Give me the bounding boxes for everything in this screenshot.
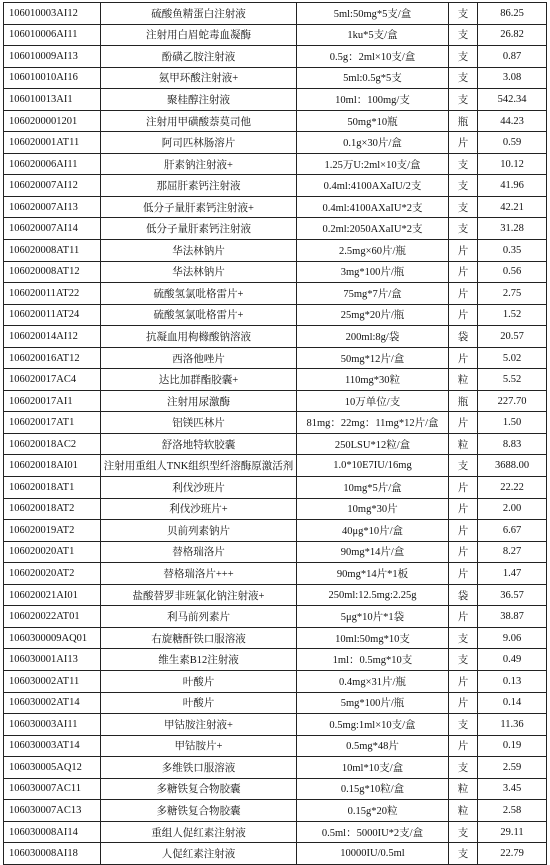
table-row: [4, 89, 547, 111]
drug-name-cell: 抗凝血用枸橼酸钠溶液: [101, 326, 297, 348]
table-row: [4, 304, 547, 326]
price-cell: 11.36: [478, 714, 547, 736]
table-row: [4, 196, 547, 218]
table-row: [4, 218, 547, 240]
drug-code-cell: 106020006AI11: [4, 153, 101, 175]
price-cell: 9.06: [478, 627, 547, 649]
table-row: [4, 692, 547, 714]
drug-code-cell: 106020014AI12: [4, 326, 101, 348]
price-cell: 10.12: [478, 153, 547, 175]
table-row: [4, 326, 547, 348]
price-cell: 0.49: [478, 649, 547, 671]
specification-cell: 40μg*10片/盒: [297, 520, 449, 542]
drug-code-cell: 106010006AI11: [4, 24, 101, 46]
drug-code-cell: 106030005AQ12: [4, 757, 101, 779]
table-row: [4, 24, 547, 46]
drug-name-cell: 那屈肝素钙注射液: [101, 175, 297, 197]
specification-cell: 0.5ml：5000IU*2支/盒: [297, 821, 449, 843]
drug-name-cell: 酚磺乙胺注射液: [101, 46, 297, 68]
unit-cell: 片: [449, 670, 478, 692]
price-cell: 41.96: [478, 175, 547, 197]
specification-cell: 10ml：100mg/支: [297, 89, 449, 111]
drug-name-cell: 人促红素注射液: [101, 843, 297, 865]
price-cell: 0.14: [478, 692, 547, 714]
unit-cell: 片: [449, 477, 478, 499]
unit-cell: 片: [449, 606, 478, 628]
drug-name-cell: 铝镁匹林片: [101, 412, 297, 434]
table-row: [4, 843, 547, 865]
specification-cell: 0.5mg:1ml×10支/盒: [297, 714, 449, 736]
price-cell: 0.35: [478, 240, 547, 262]
price-cell: 3.45: [478, 778, 547, 800]
unit-cell: 片: [449, 412, 478, 434]
drug-name-cell: 华法林钠片: [101, 240, 297, 262]
price-cell: 0.59: [478, 132, 547, 154]
drug-name-cell: 阿司匹林肠溶片: [101, 132, 297, 154]
specification-cell: 3mg*100片/瓶: [297, 261, 449, 283]
drug-code-cell: 106030008AI14: [4, 821, 101, 843]
price-cell: 3688.00: [478, 455, 547, 477]
price-cell: 8.27: [478, 541, 547, 563]
drug-code-cell: 106020007AI13: [4, 196, 101, 218]
drug-code-cell: 106020020AT1: [4, 541, 101, 563]
specification-cell: 2.5mg×60片/瓶: [297, 240, 449, 262]
unit-cell: 片: [449, 283, 478, 305]
unit-cell: 支: [449, 153, 478, 175]
specification-cell: 5μg*10片*1袋: [297, 606, 449, 628]
table-row: [4, 153, 547, 175]
unit-cell: 支: [449, 218, 478, 240]
drug-code-cell: 106020019AT2: [4, 520, 101, 542]
unit-cell: 片: [449, 347, 478, 369]
drug-code-cell: 106030008AI18: [4, 843, 101, 865]
drug-name-cell: 重组人促红素注射液: [101, 821, 297, 843]
unit-cell: 片: [449, 520, 478, 542]
table-row: [4, 757, 547, 779]
drug-code-cell: 106020017AC4: [4, 369, 101, 391]
drug-name-cell: 右旋糖酐铁口服溶液: [101, 627, 297, 649]
price-cell: 5.02: [478, 347, 547, 369]
table-row: [4, 520, 547, 542]
table-row: [4, 283, 547, 305]
drug-name-cell: 替格瑞洛片+++: [101, 563, 297, 585]
drug-name-cell: 西洛他唑片: [101, 347, 297, 369]
drug-name-cell: 利马前列素片: [101, 606, 297, 628]
price-cell: 20.57: [478, 326, 547, 348]
specification-cell: 110mg*30粒: [297, 369, 449, 391]
table-row: [4, 541, 547, 563]
drug-code-cell: 106020018AI01: [4, 455, 101, 477]
drug-code-cell: 1060200001201: [4, 110, 101, 132]
specification-cell: 10万单位/支: [297, 390, 449, 412]
drug-name-cell: 甲钴胺片+: [101, 735, 297, 757]
unit-cell: 片: [449, 692, 478, 714]
drug-code-cell: 106020011AT24: [4, 304, 101, 326]
specification-cell: 5ml:50mg*5支/盒: [297, 3, 449, 25]
unit-cell: 粒: [449, 369, 478, 391]
drug-code-cell: 106010003AI12: [4, 3, 101, 25]
drug-code-cell: 106020016AT12: [4, 347, 101, 369]
price-cell: 42.21: [478, 196, 547, 218]
drug-code-cell: 106020017AT1: [4, 412, 101, 434]
price-cell: 1.47: [478, 563, 547, 585]
table-row: [4, 175, 547, 197]
drug-name-cell: 硫酸氢氯吡格雷片+: [101, 283, 297, 305]
price-cell: 1.52: [478, 304, 547, 326]
drug-name-cell: 甲钴胺注射液+: [101, 714, 297, 736]
drug-code-cell: 106020018AT2: [4, 498, 101, 520]
drug-code-cell: 106030001AI13: [4, 649, 101, 671]
specification-cell: 0.5g：2ml×10支/盒: [297, 46, 449, 68]
specification-cell: 250LSU*12粒/盒: [297, 433, 449, 455]
drug-name-cell: 叶酸片: [101, 692, 297, 714]
drug-name-cell: 利伐沙班片+: [101, 498, 297, 520]
drug-name-cell: 多糖铁复合物胶囊: [101, 800, 297, 822]
table-row: [4, 714, 547, 736]
price-cell: 5.52: [478, 369, 547, 391]
table-row: [4, 735, 547, 757]
table-row: [4, 498, 547, 520]
table-row: [4, 649, 547, 671]
specification-cell: 10mg*30片: [297, 498, 449, 520]
drug-name-cell: 利伐沙班片: [101, 477, 297, 499]
unit-cell: 片: [449, 261, 478, 283]
drug-name-cell: 注射用尿激酶: [101, 390, 297, 412]
specification-cell: 0.5mg*48片: [297, 735, 449, 757]
price-cell: 2.00: [478, 498, 547, 520]
unit-cell: 袋: [449, 584, 478, 606]
drug-code-cell: 106020008AT12: [4, 261, 101, 283]
specification-cell: 1.25万U:2ml×10支/盒: [297, 153, 449, 175]
unit-cell: 片: [449, 735, 478, 757]
unit-cell: 瓶: [449, 390, 478, 412]
drug-name-cell: 叶酸片: [101, 670, 297, 692]
drug-name-cell: 注射用甲磺酸萘莫司他: [101, 110, 297, 132]
drug-price-table: [3, 2, 547, 865]
specification-cell: 0.4ml:4100AXaIU*2支: [297, 196, 449, 218]
price-cell: 31.28: [478, 218, 547, 240]
unit-cell: 片: [449, 304, 478, 326]
table-row: [4, 584, 547, 606]
drug-name-cell: 硫酸鱼精蛋白注射液: [101, 3, 297, 25]
price-cell: 36.57: [478, 584, 547, 606]
table-row: [4, 800, 547, 822]
price-cell: 1.50: [478, 412, 547, 434]
price-cell: 86.25: [478, 3, 547, 25]
price-cell: 0.13: [478, 670, 547, 692]
specification-cell: 25mg*20片/瓶: [297, 304, 449, 326]
unit-cell: 粒: [449, 778, 478, 800]
price-cell: 2.75: [478, 283, 547, 305]
table-row: [4, 369, 547, 391]
drug-code-cell: 106020007AI12: [4, 175, 101, 197]
price-cell: 0.19: [478, 735, 547, 757]
drug-code-cell: 106020022AT01: [4, 606, 101, 628]
table-body: [4, 3, 547, 865]
unit-cell: 袋: [449, 326, 478, 348]
price-cell: 2.59: [478, 757, 547, 779]
unit-cell: 片: [449, 240, 478, 262]
drug-code-cell: 106020007AI14: [4, 218, 101, 240]
unit-cell: 瓶: [449, 110, 478, 132]
specification-cell: 90mg*14片/盒: [297, 541, 449, 563]
drug-code-cell: 106020008AT11: [4, 240, 101, 262]
unit-cell: 支: [449, 714, 478, 736]
table-row: [4, 563, 547, 585]
unit-cell: 粒: [449, 433, 478, 455]
price-cell: 0.87: [478, 46, 547, 68]
price-cell: 8.83: [478, 433, 547, 455]
table-row: [4, 46, 547, 68]
unit-cell: 粒: [449, 800, 478, 822]
drug-name-cell: 维生素B12注射液: [101, 649, 297, 671]
drug-code-cell: 1060300009AQ01: [4, 627, 101, 649]
drug-code-cell: 106030002AT11: [4, 670, 101, 692]
specification-cell: 0.2ml:2050AXaIU*2支: [297, 218, 449, 240]
unit-cell: 片: [449, 541, 478, 563]
drug-code-cell: 106030002AT14: [4, 692, 101, 714]
unit-cell: 支: [449, 649, 478, 671]
unit-cell: 支: [449, 24, 478, 46]
price-cell: 227.70: [478, 390, 547, 412]
table-row: [4, 3, 547, 25]
drug-name-cell: 注射用白眉蛇毒血凝酶: [101, 24, 297, 46]
drug-name-cell: 低分子量肝素钙注射液+: [101, 196, 297, 218]
table-row: [4, 412, 547, 434]
specification-cell: 1.0*10E7IU/16mg: [297, 455, 449, 477]
drug-code-cell: 106020021AI01: [4, 584, 101, 606]
drug-code-cell: 106030007AC11: [4, 778, 101, 800]
specification-cell: 50mg*12片/盒: [297, 347, 449, 369]
unit-cell: 支: [449, 455, 478, 477]
specification-cell: 10mg*5片/盒: [297, 477, 449, 499]
specification-cell: 50mg*10瓶: [297, 110, 449, 132]
table-row: [4, 670, 547, 692]
drug-code-cell: 106020001AT11: [4, 132, 101, 154]
table-row: [4, 347, 547, 369]
specification-cell: 10ml*10支/盒: [297, 757, 449, 779]
table-row: [4, 67, 547, 89]
specification-cell: 5mg*100片/瓶: [297, 692, 449, 714]
specification-cell: 0.1g×30片/盒: [297, 132, 449, 154]
price-cell: 22.22: [478, 477, 547, 499]
drug-name-cell: 肝素钠注射液+: [101, 153, 297, 175]
specification-cell: 81mg：22mg：11mg*12片/盒: [297, 412, 449, 434]
table-row: [4, 390, 547, 412]
specification-cell: 1ku*5支/盒: [297, 24, 449, 46]
unit-cell: 支: [449, 627, 478, 649]
unit-cell: 片: [449, 132, 478, 154]
table-row: [4, 606, 547, 628]
drug-code-cell: 106020011AT22: [4, 283, 101, 305]
table-row: [4, 455, 547, 477]
table-row: [4, 132, 547, 154]
table-row: [4, 433, 547, 455]
unit-cell: 片: [449, 498, 478, 520]
unit-cell: 支: [449, 196, 478, 218]
drug-code-cell: 106020018AT1: [4, 477, 101, 499]
drug-name-cell: 硫酸氢氯吡格雷片+: [101, 304, 297, 326]
price-cell: 2.58: [478, 800, 547, 822]
table-row: [4, 477, 547, 499]
specification-cell: 0.15g*20粒: [297, 800, 449, 822]
table-row: [4, 261, 547, 283]
price-cell: 542.34: [478, 89, 547, 111]
drug-name-cell: 舒洛地特软胶囊: [101, 433, 297, 455]
specification-cell: 90mg*14片*1板: [297, 563, 449, 585]
drug-code-cell: 106010010AI16: [4, 67, 101, 89]
drug-code-cell: 106020020AT2: [4, 563, 101, 585]
price-cell: 3.08: [478, 67, 547, 89]
price-cell: 44.23: [478, 110, 547, 132]
drug-name-cell: 注射用重组人TNK组织型纤溶酶原激活剂: [101, 455, 297, 477]
drug-code-cell: 106020017AI1: [4, 390, 101, 412]
unit-cell: 支: [449, 175, 478, 197]
drug-name-cell: 聚桂醇注射液: [101, 89, 297, 111]
drug-name-cell: 达比加群酯胶囊+: [101, 369, 297, 391]
specification-cell: 250ml:12.5mg:2.25g: [297, 584, 449, 606]
drug-code-cell: 106020018AC2: [4, 433, 101, 455]
drug-code-cell: 106030003AT14: [4, 735, 101, 757]
drug-name-cell: 氨甲环酸注射液+: [101, 67, 297, 89]
drug-name-cell: 盐酸替罗非班氯化钠注射液+: [101, 584, 297, 606]
table-row: [4, 240, 547, 262]
specification-cell: 1ml：0.5mg*10支: [297, 649, 449, 671]
unit-cell: 支: [449, 843, 478, 865]
drug-name-cell: 多维铁口服溶液: [101, 757, 297, 779]
drug-code-cell: 106030007AC13: [4, 800, 101, 822]
drug-name-cell: 多糖铁复合物胶囊: [101, 778, 297, 800]
unit-cell: 支: [449, 757, 478, 779]
price-cell: 38.87: [478, 606, 547, 628]
price-cell: 22.79: [478, 843, 547, 865]
price-cell: 0.56: [478, 261, 547, 283]
price-cell: 26.82: [478, 24, 547, 46]
specification-cell: 200ml:8g/袋: [297, 326, 449, 348]
table-row: [4, 821, 547, 843]
drug-name-cell: 贝前列素钠片: [101, 520, 297, 542]
unit-cell: 支: [449, 821, 478, 843]
specification-cell: 0.4mg×31片/瓶: [297, 670, 449, 692]
drug-name-cell: 替格瑞洛片: [101, 541, 297, 563]
table-row: [4, 778, 547, 800]
unit-cell: 支: [449, 89, 478, 111]
drug-name-cell: 低分子量肝素钙注射液: [101, 218, 297, 240]
drug-code-cell: 106030003AI11: [4, 714, 101, 736]
drug-code-cell: 106010013AI1: [4, 89, 101, 111]
table-row: [4, 627, 547, 649]
unit-cell: 片: [449, 563, 478, 585]
price-cell: 29.11: [478, 821, 547, 843]
specification-cell: 75mg*7片/盒: [297, 283, 449, 305]
drug-code-cell: 106010009AI13: [4, 46, 101, 68]
specification-cell: 0.4ml:4100AXaIU/2支: [297, 175, 449, 197]
unit-cell: 支: [449, 3, 478, 25]
specification-cell: 0.15g*10粒/盒: [297, 778, 449, 800]
price-cell: 6.67: [478, 520, 547, 542]
specification-cell: 10000IU/0.5ml: [297, 843, 449, 865]
specification-cell: 10ml:50mg*10支: [297, 627, 449, 649]
table-row: [4, 110, 547, 132]
specification-cell: 5ml:0.5g*5支: [297, 67, 449, 89]
unit-cell: 支: [449, 46, 478, 68]
unit-cell: 支: [449, 67, 478, 89]
drug-name-cell: 华法林钠片: [101, 261, 297, 283]
